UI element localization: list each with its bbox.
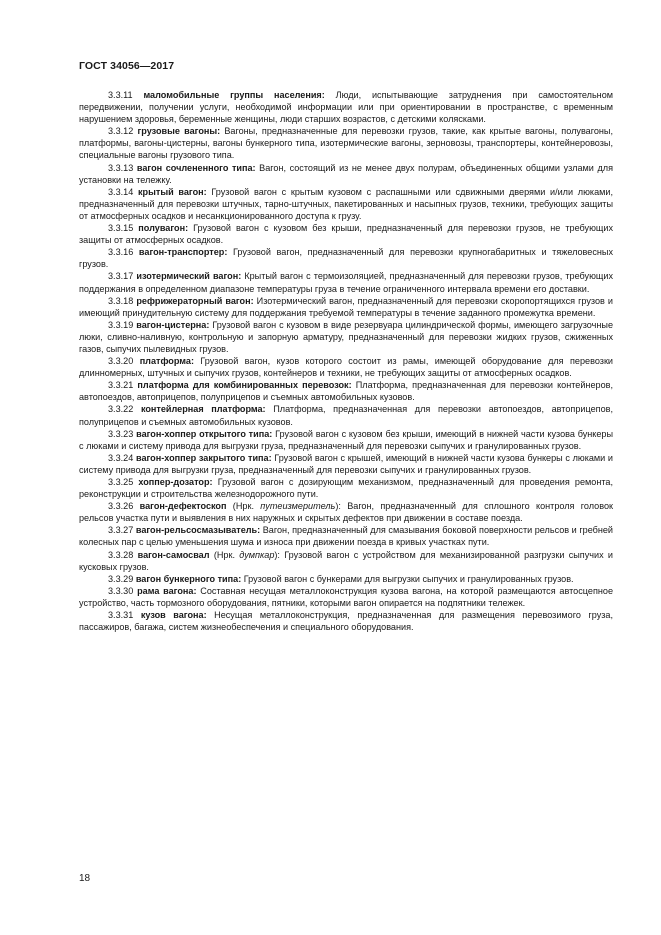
definition-entry bbox=[79, 379, 613, 403]
entry-term: платформа: bbox=[139, 356, 194, 367]
entry-number: 3.3.29 bbox=[108, 573, 134, 584]
entry-definition: Составная несущая металлоконструкция кузова вагона, на которой размещаются автосцепное устройство, часть тормозного оборудования, пятники, которыми вагон опирается на подпятники тележек. bbox=[79, 585, 614, 608]
entry-number: 3.3.21 bbox=[108, 380, 134, 391]
entry-definition: Платформа, предназначенная для перевозки автопоездов, автоприцепов, полуприцепов и съемных автомобильных кузовов. bbox=[79, 404, 613, 427]
entry-number: 3.3.26 bbox=[108, 501, 134, 512]
entry-prefix: (Нрк. bbox=[226, 501, 261, 512]
entry-definition: Вагон, предназначенный для смазывания боковой поверхности рельсов и гребней колесных пар с целью уменьшения шума и износа при движении поезда в кривых участках пути. bbox=[79, 525, 614, 548]
entry-term: грузовые вагоны: bbox=[137, 126, 221, 137]
entry-term: хоппер-дозатор: bbox=[138, 477, 213, 487]
definition-entry bbox=[79, 403, 613, 427]
entry-term: кузов вагона: bbox=[140, 610, 207, 621]
definition-entry bbox=[79, 573, 613, 585]
definition-entry bbox=[79, 246, 613, 270]
definition-entry bbox=[79, 319, 613, 355]
definition-entry bbox=[79, 89, 613, 125]
entry-number: 3.3.17 bbox=[108, 271, 134, 282]
entry-definition: Крытый вагон с термоизоляцией, предназначенный для перевозки грузов, требующих поддержания в определенном диапазоне температуры груза в течение ограниченного интервала времени его доставки. bbox=[79, 271, 614, 294]
definition-entry bbox=[79, 162, 613, 186]
entry-definition: Грузовой вагон с бункерами для выгрузки сыпучих и гранулированных грузов. bbox=[243, 573, 574, 584]
entry-term: вагон-самосвал bbox=[137, 549, 210, 560]
entry-number: 3.3.19 bbox=[108, 319, 134, 330]
definition-entry bbox=[79, 270, 613, 294]
definition-entry bbox=[79, 295, 613, 319]
entry-term: полувагон: bbox=[138, 223, 189, 234]
entry-number: 3.3.16 bbox=[108, 247, 134, 258]
entry-definition: Грузовой вагон с кузовом без крыши, имеющий в нижней части кузова бункеры с люками и систему привода для выгрузки груза, предназначенный для перевозки сыпучих и гранулированных грузов. bbox=[79, 428, 614, 451]
entry-number: 3.3.11 bbox=[108, 90, 133, 100]
entry-number: 3.3.28 bbox=[108, 549, 134, 560]
entry-definition: Вагоны, предназначенные для перевозки грузов, такие, как крытые вагоны, полувагоны, платформы, вагоны-цистерны, вагоны бункерного типа, изотермические вагоны, зерновозы, транспортеры, контейнеровозы, специальные вагоны грузового типа. bbox=[79, 126, 613, 161]
entry-number: 3.3.12 bbox=[108, 126, 134, 137]
entry-term: вагон-хоппер открытого типа: bbox=[136, 428, 273, 439]
entry-definition: ): Вагон, предназначенный для сплошного контроля головок рельсов участка пути и выявления в них наружных и скрытых дефектов при движении в составе поезда. bbox=[79, 501, 613, 524]
entry-term: вагон-дефектоскоп bbox=[139, 501, 227, 512]
entry-definition: Изотермический вагон, предназначенный для перевозки скоропортящихся грузов и имеющий принудительную систему для поддержания требуемой температуры в течение заданного промежутка времени. bbox=[79, 295, 613, 318]
entry-definition: Грузовой вагон с кузовом в виде резервуара цилиндрической формы, имеющего загрузочные люки, сливно-наливную, контрольную и запорную арматуру, предназначенный для перевозки жидких грузов, сжиженных газов, сыпучих пылевидных грузов. bbox=[79, 319, 614, 354]
entry-term: вагон сочлененного типа: bbox=[136, 162, 256, 173]
definition-entry bbox=[79, 186, 613, 222]
definition-entry bbox=[79, 125, 613, 161]
definition-entry bbox=[79, 524, 613, 548]
entry-definition: Грузовой вагон с крытым кузовом с распашными или сдвижными дверями и/или люками, предназначенный для перевозки штучных, тарно-штучных, пакетированных и насыпных грузов, техники, требующих защиты от атмосферных осадков и несанкционированного доступа к грузу. bbox=[79, 186, 613, 221]
entry-term: контейлерная платформа: bbox=[140, 404, 266, 415]
entry-prefix: (Нрк. bbox=[209, 549, 240, 560]
entry-term: рама вагона: bbox=[137, 585, 197, 596]
entry-definition: Грузовой вагон с дозирующим механизмом, предназначенный для проведения ремонта, реконструкции и строительства железнодорожного пути. bbox=[79, 477, 613, 500]
entry-term: вагон-транспортер: bbox=[138, 247, 228, 258]
entry-number: 3.3.27 bbox=[108, 525, 134, 536]
entry-number: 3.3.18 bbox=[108, 295, 134, 306]
definitions-list bbox=[79, 89, 613, 633]
entry-number: 3.3.22 bbox=[108, 404, 134, 415]
definition-entry bbox=[79, 500, 613, 524]
definition-entry bbox=[79, 222, 613, 246]
entry-number: 3.3.31 bbox=[108, 610, 134, 621]
entry-definition: Грузовой вагон, кузов которого состоит из рамы, имеющей оборудование для перевозки длинномерных, штучных и сыпучих грузов, контейнеров и техники, не требующих защиты от атмосферных осадков. bbox=[79, 356, 613, 379]
entry-term: вагон бункерного типа: bbox=[135, 573, 242, 584]
entry-number: 3.3.13 bbox=[108, 162, 134, 173]
entry-definition: Грузовой вагон, предназначенный для перевозки крупногабаритных и тяжеловесных грузов. bbox=[79, 247, 613, 270]
entry-definition: Грузовой вагон с крышей, имеющий в нижней части кузова бункеры с люками и систему привода для выгрузки груза, предназначенный для перевозки сыпучих и гранулированных грузов. bbox=[79, 452, 614, 475]
entry-number: 3.3.15 bbox=[108, 223, 134, 234]
definition-entry bbox=[79, 452, 613, 476]
entry-term: маломобильные группы населения: bbox=[143, 90, 325, 100]
entry-definition: Платформа, предназначенная для перевозки контейнеров, автопоездов, автоприцепов, полуприцепов и съемных автомобильных кузовов. bbox=[79, 380, 613, 403]
entry-number: 3.3.14 bbox=[108, 186, 134, 197]
entry-term: крытый вагон: bbox=[138, 186, 207, 197]
definition-entry bbox=[79, 609, 613, 633]
entry-term: вагон-рельсосмазыватель: bbox=[135, 525, 261, 536]
entry-term: вагон-хоппер закрытого типа: bbox=[135, 452, 272, 463]
entry-definition: Вагон, состоящий из не менее двух полурам, объединенных общими узлами для установки на тележку. bbox=[79, 162, 613, 185]
entry-definition: Несущая металлоконструкция, предназначенная для размещения перевозимого груза, пассажиров, багажа, систем жизнеобеспечения и специального оборудования. bbox=[79, 610, 614, 633]
entry-deprecated-term: думпкар bbox=[239, 549, 275, 560]
page-number: 18 bbox=[79, 873, 91, 884]
entry-term: рефрижераторный вагон: bbox=[136, 295, 254, 306]
entry-number: 3.3.23 bbox=[108, 428, 134, 439]
entry-deprecated-term: путеизмеритель bbox=[260, 501, 336, 512]
definition-entry bbox=[79, 355, 613, 379]
entry-number: 3.3.20 bbox=[108, 356, 134, 367]
definition-entry bbox=[79, 549, 613, 573]
document-header: ГОСТ 34056—2017 bbox=[79, 60, 175, 72]
entry-number: 3.3.30 bbox=[108, 585, 134, 596]
entry-term: изотермический вагон: bbox=[136, 271, 242, 282]
definition-entry bbox=[79, 476, 613, 500]
entry-definition: Люди, испытывающие затруднения при самостоятельном передвижении, получении услуги, необходимой информации или при ориентировании в пространстве, с временным нарушением здоровья, беременные женщины, люди старших возрастов, с детскими колясками. bbox=[79, 90, 614, 125]
entry-term: вагон-цистерна: bbox=[136, 319, 210, 330]
entry-term: платформа для комбинированных перевозок: bbox=[137, 380, 352, 391]
entry-number: 3.3.24 bbox=[108, 452, 134, 463]
entry-number: 3.3.25 bbox=[108, 477, 134, 487]
entry-definition: ): Грузовой вагон с устройством для механизированной разгрузки сыпучих и кусковых грузов. bbox=[79, 549, 614, 572]
definition-entry bbox=[79, 585, 613, 609]
entry-definition: Грузовой вагон с кузовом без крыши, предназначенный для перевозки грузов, не требующих защиты от атмосферных осадков. bbox=[79, 223, 614, 246]
definition-entry bbox=[79, 428, 613, 452]
